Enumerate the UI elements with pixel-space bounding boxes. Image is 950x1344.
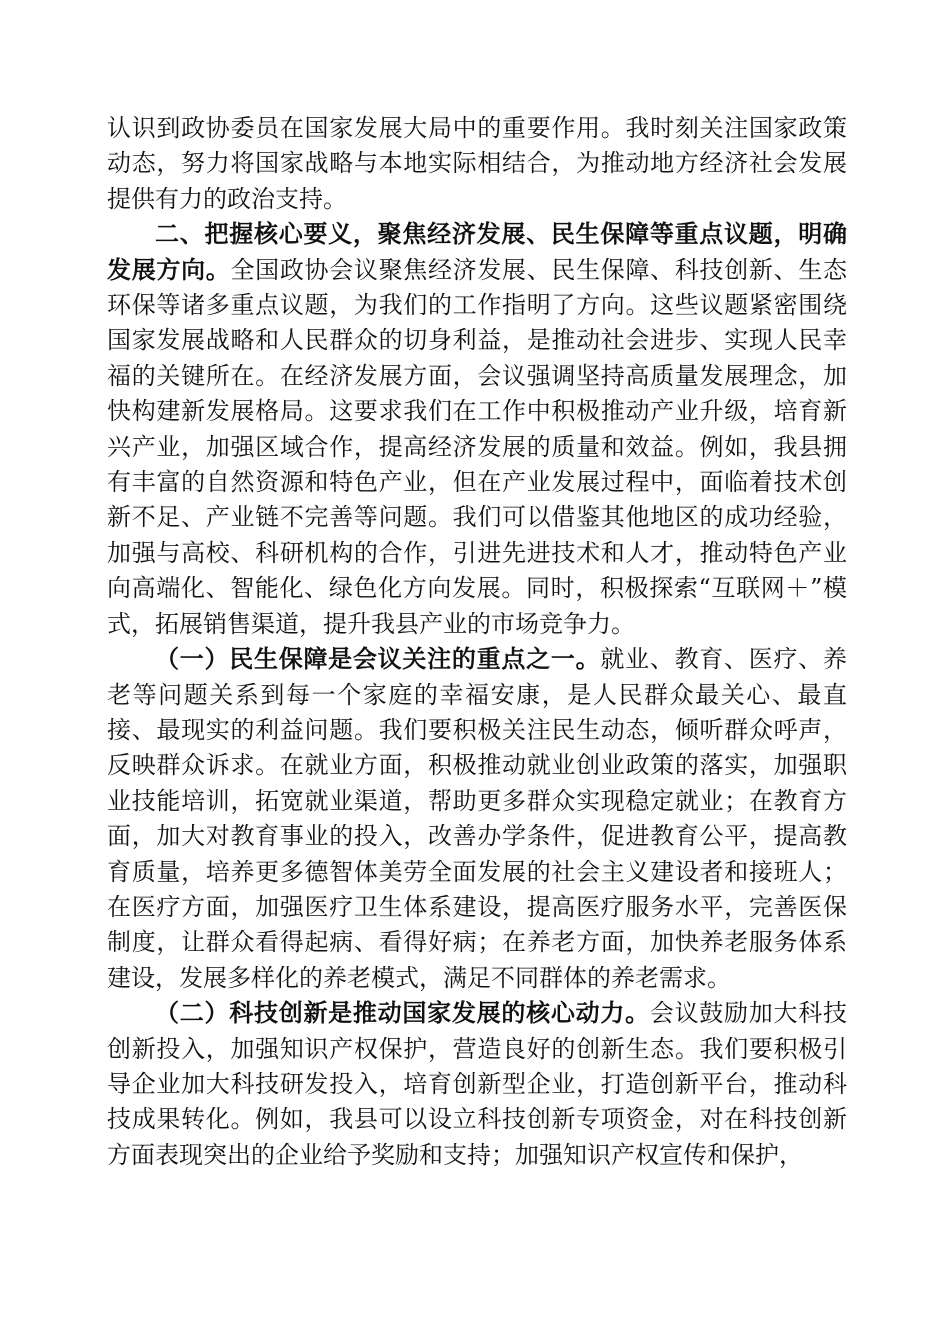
paragraph-body: 认识到政协委员在国家发展大局中的重要作用。我时刻关注国家政策动态，努力将国家战略与本地实际相结合，为推动地方经济社会发展提供有力的政治支持。 <box>107 114 847 213</box>
paragraph-section-two <box>107 217 847 642</box>
paragraph-subsection-one <box>107 642 847 996</box>
paragraph-continuation <box>107 111 847 217</box>
subsection-heading: （一）民生保障是会议关注的重点之一。 <box>155 645 601 674</box>
subsection-heading: （二）科技创新是推动国家发展的核心动力。 <box>155 999 650 1028</box>
paragraph-subsection-two <box>107 996 847 1173</box>
section-heading: 二、把握核心要义，聚焦经济发展、民生保障等重点议题，明确发展方向。 <box>107 220 847 284</box>
paragraph-body: 会议鼓励加大科技创新投入，加强知识产权保护，营造良好的创新生态。我们要积极引导企业加大科技研发投入，培育创新型企业，打造创新平台，推动科技成果转化。例如，我县可以设立科技创新专项资金，对在科技创新方面表现突出的企业给予奖励和支持；加强知识产权宣传和保护， <box>107 999 848 1169</box>
document-page <box>107 111 847 1173</box>
paragraph-body: 全国政协会议聚焦经济发展、民生保障、科技创新、生态环保等诸多重点议题，为我们的工作指明了方向。这些议题紧密围绕国家发展战略和人民群众的切身利益，是推动社会进步、实现人民幸福的关键所在。在经济发展方面，会议强调坚持高质量发展理念，加快构建新发展格局。这要求我们在工作中积极推动产业升级，培育新兴产业，加强区域合作，提高经济发展的质量和效益。例如，我县拥有丰富的自然资源和特色产业，但在产业发展过程中，面临着技术创新不足、产业链不完善等问题。我们可以借鉴其他地区的成功经验，加强与高校、科研机构的合作，引进先进技术和人才，推动特色产业向高端化、智能化、绿色化方向发展。同时，积极探索“互联网＋”模式，拓展销售渠道，提升我县产业的市场竞争力。 <box>107 255 848 638</box>
paragraph-body: 就业、教育、医疗、养老等问题关系到每一个家庭的幸福安康，是人民群众最关心、最直接、最现实的利益问题。我们要积极关注民生动态，倾听群众呼声，反映群众诉求。在就业方面，积极推动就业创业政策的落实，加强职业技能培训，拓宽就业渠道，帮助更多群众实现稳定就业；在教育方面，加大对教育事业的投入，改善办学条件，促进教育公平，提高教育质量，培养更多德智体美劳全面发展的社会主义建设者和接班人；在医疗方面，加强医疗卫生体系建设，提高医疗服务水平，完善医保制度，让群众看得起病、看得好病；在养老方面，加快养老服务体系建设，发展多样化的养老模式，满足不同群体的养老需求。 <box>107 645 848 992</box>
